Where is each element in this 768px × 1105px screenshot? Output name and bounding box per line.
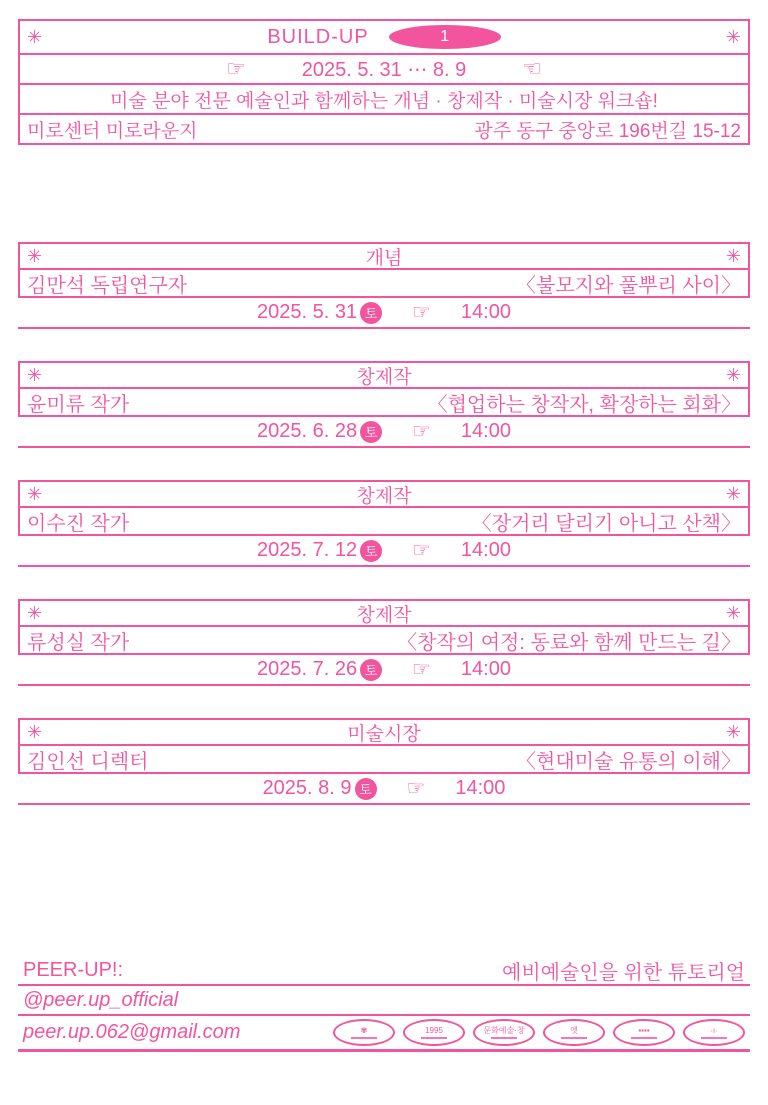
event-date-row (18, 417, 750, 448)
event-time: 14:00 (460, 658, 511, 680)
hand-right-icon: ☞ (225, 56, 246, 81)
header-title-group (42, 25, 726, 49)
header-title-row (20, 21, 748, 53)
event-block (18, 718, 750, 805)
venue-name: 미로센터 미로라운지 (27, 120, 198, 142)
event-box (18, 718, 750, 774)
header-venue-row (20, 113, 748, 143)
sponsor-logo-5 (613, 1019, 675, 1046)
sponsor-logo-strip (333, 1019, 745, 1046)
header-box (18, 19, 750, 145)
event-time: 14:00 (460, 301, 511, 323)
footer-contact-row (18, 1016, 750, 1052)
sponsor-logo-3 (473, 1019, 535, 1046)
event-person: 윤미류 작가 (27, 393, 130, 416)
star-icon: ✳︎ (27, 484, 43, 504)
sponsor-logo-2-glyph: 1995 (425, 1025, 443, 1035)
event-detail-row (20, 625, 748, 653)
sponsor-logo-6 (683, 1019, 745, 1046)
footer-brand-row (18, 959, 750, 986)
event-category-row (20, 720, 748, 744)
event-category: 개념 (365, 247, 403, 269)
event-day-badge: 토 (360, 540, 382, 562)
hand-left-icon: ☜ (522, 56, 543, 81)
star-icon: ✳︎ (725, 246, 741, 266)
event-category-row (20, 363, 748, 387)
event-person: 류성실 작가 (27, 631, 130, 654)
event-category-row (20, 482, 748, 506)
header-tagline: 미술 분야 전문 예술인과 함께하는 개념 · 창제작 · 미술시장 워크숍! (110, 90, 658, 112)
venue-address: 광주 동구 중앙로 196번길 15-12 (474, 120, 741, 142)
event-date: 2025. 7. 12 (257, 539, 358, 561)
event-block (18, 480, 750, 567)
event-detail-row (20, 506, 748, 534)
event-work-title: 〈장거리 달리기 아니고 산책〉 (471, 512, 741, 535)
event-category: 창제작 (356, 366, 412, 388)
event-date-row (18, 774, 750, 805)
email-address: peer.up.062@gmail.com (23, 1021, 241, 1043)
instagram-handle: @peer.up_official (23, 988, 179, 1011)
hand-right-icon: ☞ (412, 539, 431, 562)
event-box (18, 361, 750, 417)
sponsor-logo-1-glyph: ✾ (360, 1025, 368, 1035)
event-date-row (18, 298, 750, 329)
sponsor-logo-5-glyph: ▪▪▪▪ (638, 1025, 650, 1035)
event-date-row (18, 536, 750, 567)
event-work-title: 〈협업하는 창작자, 확장하는 회화〉 (427, 393, 741, 416)
event-category-row (20, 244, 748, 268)
event-date: 2025. 8. 9 (262, 777, 352, 799)
footer-instagram-row (18, 986, 750, 1016)
event-detail-row (20, 744, 748, 772)
date-range: 2025. 5. 31 ⋯ 8. 9 (301, 58, 467, 81)
header-tagline-row (20, 83, 748, 113)
sponsor-logo-3-glyph: 문화예술·창 (483, 1025, 525, 1035)
event-category: 창제작 (356, 485, 412, 507)
event-date: 2025. 5. 31 (257, 301, 358, 323)
event-time: 14:00 (460, 539, 511, 561)
event-work-title: 〈창작의 여정: 동료와 함께 만드는 길〉 (397, 631, 741, 654)
issue-number-badge: 1 (389, 25, 501, 49)
event-detail-row (20, 268, 748, 296)
sponsor-logo-2-caption (421, 1037, 447, 1039)
poster-title: BUILD-UP (267, 25, 369, 48)
event-block (18, 599, 750, 686)
event-time: 14:00 (455, 777, 506, 799)
star-icon: ✳︎ (725, 603, 741, 623)
event-category-row (20, 601, 748, 625)
event-date: 2025. 7. 26 (257, 658, 358, 680)
event-box (18, 242, 750, 298)
event-work-title: 〈불모지와 풀뿌리 사이〉 (516, 274, 741, 297)
header-daterange-row (20, 53, 748, 83)
event-category: 창제작 (356, 604, 412, 626)
event-date-row (18, 655, 750, 686)
hand-right-icon: ☞ (412, 420, 431, 443)
star-icon: ✳︎ (27, 246, 43, 266)
sponsor-logo-4-caption (561, 1037, 587, 1039)
event-person: 김인선 디렉터 (27, 750, 149, 773)
star-icon: ✳︎ (725, 27, 741, 47)
sponsor-logo-6-caption (701, 1037, 727, 1039)
sponsor-logo-2 (403, 1019, 465, 1046)
event-day-badge: 토 (360, 659, 382, 681)
event-time: 14:00 (460, 420, 511, 442)
star-icon: ✳︎ (27, 722, 43, 742)
poster-page (0, 19, 768, 1052)
footer-brand: PEER-UP!: (23, 959, 124, 981)
event-day-badge: 토 (355, 778, 377, 800)
event-block (18, 242, 750, 329)
event-block (18, 361, 750, 448)
sponsor-logo-4 (543, 1019, 605, 1046)
sponsor-logo-1-caption (351, 1037, 377, 1039)
event-day-badge: 토 (360, 302, 382, 324)
event-category: 미술시장 (347, 723, 421, 745)
sponsor-logo-3-caption (491, 1037, 517, 1039)
star-icon: ✳︎ (725, 722, 741, 742)
event-date: 2025. 6. 28 (257, 420, 358, 442)
hand-right-icon: ☞ (412, 658, 431, 681)
event-detail-row (20, 387, 748, 415)
star-icon: ✳︎ (27, 603, 43, 623)
hand-right-icon: ☞ (406, 777, 426, 800)
event-box (18, 480, 750, 536)
star-icon: ✳︎ (725, 484, 741, 504)
footer-tagline: 예비예술인을 위한 튜토리얼 (502, 962, 745, 984)
sponsor-logo-5-caption (631, 1037, 657, 1039)
sponsor-logo-6-glyph: ∙ı∙ (710, 1025, 718, 1035)
event-work-title: 〈현대미술 유통의 이해〉 (516, 750, 741, 773)
star-icon: ✳︎ (27, 27, 43, 47)
event-box (18, 599, 750, 655)
sponsor-logo-1 (333, 1019, 395, 1046)
event-person: 이수진 작가 (27, 512, 130, 535)
event-day-badge: 토 (360, 421, 382, 443)
sponsor-logo-4-glyph: 엣 (570, 1025, 578, 1035)
footer (18, 959, 750, 1052)
star-icon: ✳︎ (27, 365, 43, 385)
hand-right-icon: ☞ (412, 301, 431, 324)
star-icon: ✳︎ (725, 365, 741, 385)
event-person: 김만석 독립연구자 (27, 274, 188, 297)
